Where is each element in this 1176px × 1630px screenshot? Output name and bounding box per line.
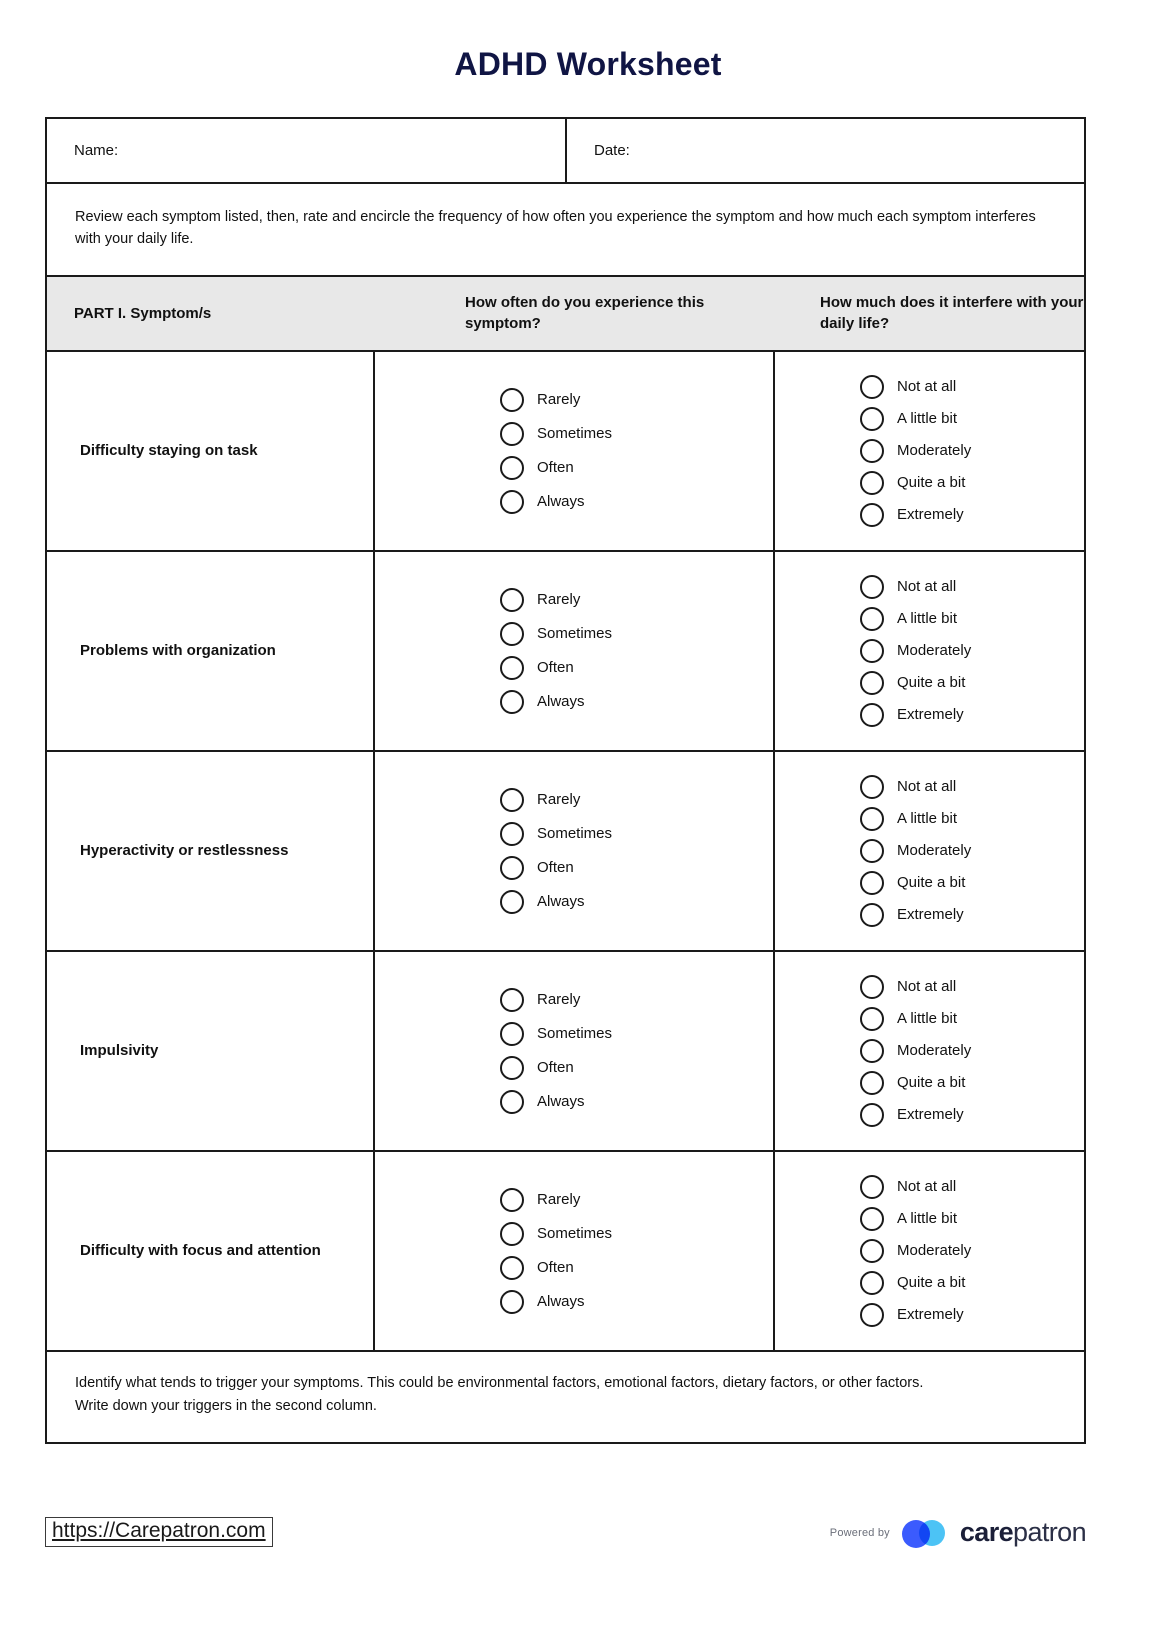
radio-circle-icon[interactable] (860, 671, 884, 695)
interference-option[interactable]: Quite a bit (860, 671, 971, 695)
frequency-option[interactable]: Sometimes (500, 622, 612, 646)
header-interference: How much does it interfere with your daily life? (820, 293, 1084, 333)
radio-circle-icon[interactable] (500, 656, 524, 680)
interference-option[interactable]: A little bit (860, 807, 971, 831)
page-footer (0, 1495, 1176, 1585)
interference-options-group (775, 1152, 1084, 1350)
radio-circle-icon[interactable] (500, 822, 524, 846)
name-label: Name: (74, 142, 119, 159)
symptom-label: Hyperactivity or restlessness (47, 752, 375, 950)
frequency-option[interactable]: Sometimes (500, 1022, 612, 1046)
radio-circle-icon[interactable] (500, 1256, 524, 1280)
interference-option[interactable]: A little bit (860, 1007, 971, 1031)
frequency-option[interactable]: Rarely (500, 1188, 612, 1212)
radio-circle-icon[interactable] (500, 1188, 524, 1212)
instruction-text: Review each symptom listed, then, rate and encircle the frequency of how often you experience the symptom and how much each symptom interferes with your daily life. (47, 184, 1084, 277)
frequency-option[interactable]: Always (500, 890, 612, 914)
interference-option[interactable]: Not at all (860, 375, 971, 399)
footnote-line-1: Identify what tends to trigger your symptoms. This could be environmental factors, emotional factors, dietary factors, or other factors. (75, 1374, 924, 1391)
interference-option[interactable]: Extremely (860, 503, 971, 527)
interference-option[interactable]: Quite a bit (860, 471, 971, 495)
interference-option[interactable]: A little bit (860, 407, 971, 431)
radio-circle-icon[interactable] (500, 422, 524, 446)
radio-circle-icon[interactable] (860, 1071, 884, 1095)
wordmark-care: care (959, 1517, 1014, 1547)
radio-circle-icon[interactable] (500, 622, 524, 646)
radio-circle-icon[interactable] (860, 903, 884, 927)
frequency-option[interactable]: Always (500, 490, 612, 514)
interference-option[interactable]: Not at all (860, 1175, 971, 1199)
symptom-label: Impulsivity (47, 952, 375, 1150)
frequency-option[interactable]: Always (500, 1290, 612, 1314)
radio-circle-icon[interactable] (860, 1271, 884, 1295)
interference-options-group (775, 952, 1084, 1150)
radio-circle-icon[interactable] (860, 575, 884, 599)
carepatron-logo-icon (902, 1518, 948, 1548)
interference-option[interactable]: Extremely (860, 703, 971, 727)
radio-circle-icon[interactable] (860, 607, 884, 631)
radio-circle-icon[interactable] (860, 1039, 884, 1063)
radio-circle-icon[interactable] (860, 1239, 884, 1263)
interference-option[interactable]: A little bit (860, 1207, 971, 1231)
radio-circle-icon[interactable] (860, 1303, 884, 1327)
symptom-label: Problems with organization (47, 552, 375, 750)
radio-circle-icon[interactable] (500, 690, 524, 714)
interference-option[interactable]: Moderately (860, 439, 971, 463)
radio-circle-icon[interactable] (500, 588, 524, 612)
frequency-option[interactable]: Sometimes (500, 1222, 612, 1246)
frequency-option[interactable]: Sometimes (500, 422, 612, 446)
frequency-option[interactable]: Always (500, 1090, 612, 1114)
frequency-option[interactable]: Rarely (500, 988, 612, 1012)
radio-circle-icon[interactable] (860, 471, 884, 495)
radio-circle-icon[interactable] (500, 890, 524, 914)
powered-by-label: Powered by (829, 1526, 890, 1539)
interference-option[interactable]: Not at all (860, 975, 971, 999)
table-row (47, 552, 1084, 752)
radio-circle-icon[interactable] (500, 456, 524, 480)
radio-circle-icon[interactable] (500, 1056, 524, 1080)
radio-circle-icon[interactable] (500, 388, 524, 412)
interference-option[interactable]: Extremely (860, 1303, 971, 1327)
radio-circle-icon[interactable] (500, 1290, 524, 1314)
radio-circle-icon[interactable] (500, 1022, 524, 1046)
interference-option[interactable]: Quite a bit (860, 1271, 971, 1295)
interference-option[interactable]: Quite a bit (860, 1071, 971, 1095)
frequency-option[interactable]: Sometimes (500, 822, 612, 846)
radio-circle-icon[interactable] (860, 1007, 884, 1031)
table-row (47, 952, 1084, 1152)
frequency-option[interactable]: Often (500, 1056, 612, 1080)
frequency-option[interactable]: Always (500, 690, 612, 714)
header-symptom: PART I. Symptom/s (74, 304, 212, 322)
radio-circle-icon[interactable] (860, 439, 884, 463)
interference-option[interactable]: Quite a bit (860, 871, 971, 895)
symptom-label: Difficulty staying on task (47, 352, 375, 550)
radio-circle-icon[interactable] (860, 1207, 884, 1231)
table-row (47, 1152, 1084, 1352)
frequency-option[interactable]: Often (500, 856, 612, 880)
interference-option[interactable]: A little bit (860, 607, 971, 631)
frequency-option[interactable]: Rarely (500, 388, 612, 412)
interference-options-group (775, 352, 1084, 550)
radio-circle-icon[interactable] (860, 975, 884, 999)
carepatron-branding (830, 1517, 1086, 1548)
footnote-line-2: Write down your triggers in the second column. (75, 1398, 377, 1415)
radio-circle-icon[interactable] (860, 503, 884, 527)
table-header-row (47, 277, 1084, 352)
identity-row (47, 119, 1084, 184)
radio-circle-icon[interactable] (500, 1222, 524, 1246)
carepatron-url-link[interactable]: https://Carepatron.com (45, 1517, 273, 1547)
radio-circle-icon[interactable] (860, 775, 884, 799)
interference-option[interactable]: Not at all (860, 775, 971, 799)
radio-circle-icon[interactable] (860, 1103, 884, 1127)
name-field[interactable] (47, 119, 567, 182)
radio-circle-icon[interactable] (860, 807, 884, 831)
frequency-option[interactable]: Often (500, 656, 612, 680)
table-row (47, 752, 1084, 952)
frequency-option[interactable]: Often (500, 456, 612, 480)
interference-option[interactable]: Moderately (860, 639, 971, 663)
frequency-options-group (375, 1152, 775, 1350)
frequency-options-group (375, 752, 775, 950)
radio-circle-icon[interactable] (860, 407, 884, 431)
radio-circle-icon[interactable] (500, 856, 524, 880)
radio-circle-icon[interactable] (500, 490, 524, 514)
radio-circle-icon[interactable] (500, 988, 524, 1012)
radio-circle-icon[interactable] (500, 788, 524, 812)
date-label: Date: (594, 142, 630, 159)
page-title: ADHD Worksheet (454, 46, 722, 82)
interference-option[interactable]: Extremely (860, 903, 971, 927)
radio-circle-icon[interactable] (500, 1090, 524, 1114)
header-frequency: How often do you experience this symptom? (465, 293, 705, 333)
interference-options-group (775, 752, 1084, 950)
radio-circle-icon[interactable] (860, 1175, 884, 1199)
radio-circle-icon[interactable] (860, 839, 884, 863)
symptom-label: Difficulty with focus and attention (47, 1152, 375, 1350)
radio-circle-icon[interactable] (860, 871, 884, 895)
wordmark-patron: patron (1013, 1517, 1086, 1547)
frequency-option[interactable]: Rarely (500, 788, 612, 812)
interference-options-group (775, 552, 1084, 750)
frequency-option[interactable]: Rarely (500, 588, 612, 612)
frequency-option[interactable]: Often (500, 1256, 612, 1280)
radio-circle-icon[interactable] (860, 375, 884, 399)
worksheet-table (45, 117, 1086, 1444)
footnote-block (47, 1352, 1084, 1442)
interference-option[interactable]: Not at all (860, 575, 971, 599)
radio-circle-icon[interactable] (860, 639, 884, 663)
radio-circle-icon[interactable] (860, 703, 884, 727)
frequency-options-group (375, 952, 775, 1150)
interference-option[interactable]: Moderately (860, 839, 971, 863)
frequency-options-group (375, 352, 775, 550)
carepatron-wordmark (960, 1517, 1086, 1548)
date-field[interactable] (567, 119, 1084, 182)
table-row (47, 352, 1084, 552)
interference-option[interactable]: Extremely (860, 1103, 971, 1127)
interference-option[interactable]: Moderately (860, 1039, 971, 1063)
interference-option[interactable]: Moderately (860, 1239, 971, 1263)
frequency-options-group (375, 552, 775, 750)
